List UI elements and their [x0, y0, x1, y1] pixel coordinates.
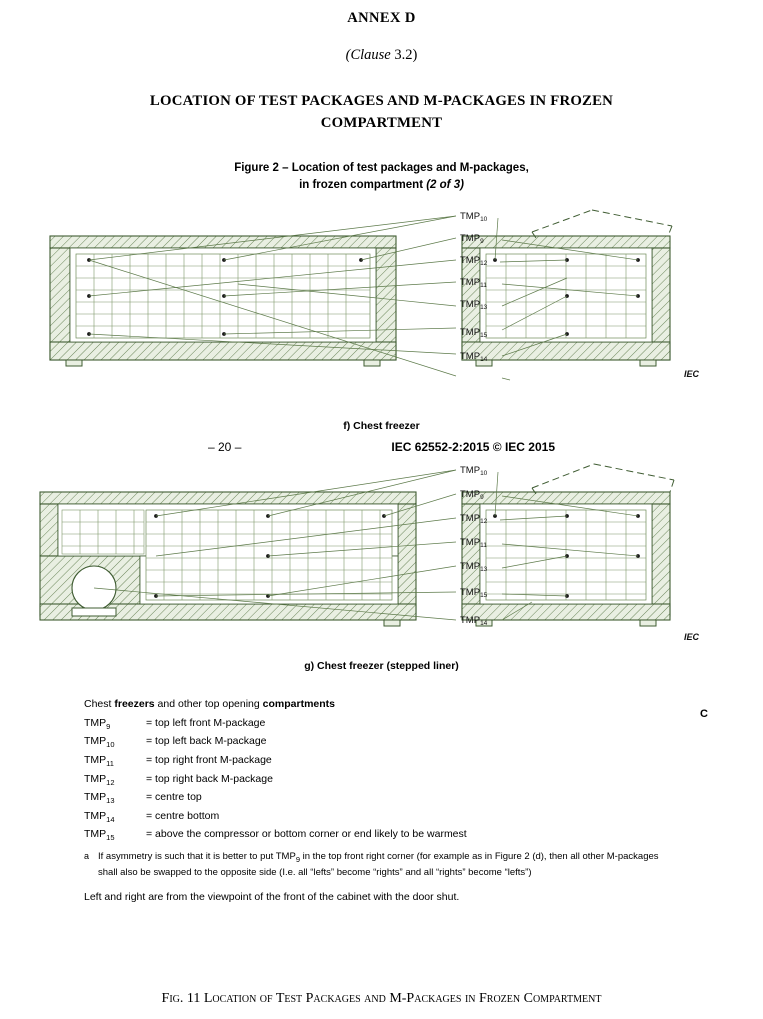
svg-text:TMP14: $TMP_{14}$: [459, 350, 487, 363]
svg-text:TMP12: $TMP_{12}$: [459, 512, 487, 525]
legend-closing-note: Left and right are from the viewpoint of the front of the cabinet with the door shut.: [84, 890, 460, 903]
legend-value: = top right front M-package: [146, 753, 272, 766]
list-item: [84, 717, 679, 731]
legend-key-sub: 15: [106, 833, 115, 843]
legend-value: = top left front M-package: [146, 716, 266, 729]
legend-key-base: TMP: [84, 753, 107, 766]
running-header-page-number: – 20 –: [208, 439, 242, 454]
diagram-chest-freezer-stepped-liner: [32, 462, 732, 662]
page-title: [62, 90, 701, 134]
legend-key-base: TMP: [84, 716, 107, 729]
legend-key: [84, 754, 146, 768]
running-header: [0, 440, 763, 454]
legend-lead-bold-1: freezers: [114, 697, 155, 710]
legend-key: [84, 810, 146, 824]
page-title-line-2: COMPARTMENT: [320, 115, 443, 132]
legend-key: [84, 791, 146, 805]
legend-value: = above the compressor or bottom corner or end likely to be warmest: [146, 828, 467, 841]
svg-text:TMP10: $TMP_{10}$: [459, 464, 487, 477]
figure-title-bottom-text: Fig. 11 Location of Test Packages and M-Packages in Frozen Compartment: [161, 991, 602, 1006]
document-page: [0, 10, 763, 1019]
footnote-text-part-2: in the top front right corner (for example as in Figure 2 (d), then all other M-packages shall also be swapped to the opposite side (I.e. all “lefts” become “rights” and all “rights” become “lefts”): [98, 851, 659, 879]
svg-text:TMP13: $TMP_{13}$: [459, 298, 487, 311]
footnote-subscript: 9: [295, 855, 300, 865]
legend-lead: [84, 698, 679, 710]
page-title-line-1: LOCATION OF TEST PACKAGES AND M-PACKAGES IN FROZEN: [149, 93, 614, 109]
svg-text:TMP13: $TMP_{13}$: [459, 560, 487, 573]
annex-title: ANNEX D: [347, 10, 416, 26]
svg-text:TMP11: $TMP_{11}$: [459, 536, 487, 549]
legend-key: [84, 735, 146, 749]
clause-number: 3.2: [394, 47, 413, 63]
footnote-text: [98, 850, 679, 880]
legend-value: = top right back M-package: [146, 772, 273, 785]
legend-key-sub: 14: [106, 814, 115, 824]
svg-text:TMP11: $TMP_{11}$: [459, 276, 487, 289]
legend-lead-plain-2: and other top opening: [154, 697, 263, 710]
list-item: [84, 828, 679, 842]
svg-text:TMP15: $TMP_{15}$: [459, 586, 487, 599]
legend-key-sub: 10: [106, 740, 115, 750]
legend-key-sub: 13: [106, 796, 115, 806]
svg-text:TMP12: $TMP_{12}$: [459, 254, 487, 267]
legend-lead-bold-2: compartments: [262, 697, 336, 710]
footnote: [84, 850, 679, 880]
diagram-chest-freezer: [32, 208, 732, 418]
legend-key-base: TMP: [84, 809, 107, 822]
clause-prefix: (Clause: [345, 47, 391, 63]
list-item: [84, 773, 679, 787]
list-item: [84, 735, 679, 749]
legend-lead-plain-1: Chest: [84, 697, 115, 710]
svg-text:TMP10: $TMP_{10}$: [459, 210, 487, 223]
legend-key: [84, 773, 146, 787]
footnote-text-part-1: If asymmetry is such that it is better to put TMP: [98, 851, 296, 863]
legend-value: = top left back M-package: [146, 735, 267, 748]
footnote-marker: a: [84, 851, 90, 862]
list-item: [84, 810, 679, 824]
figure-caption-bold: in frozen compartment: [299, 179, 427, 192]
legend-key-base: TMP: [84, 735, 107, 748]
svg-text:TMP15: $TMP_{15}$: [459, 326, 487, 339]
sub-caption-g: g) Chest freezer (stepped liner): [304, 659, 459, 672]
sub-caption-f: f) Chest freezer: [343, 419, 420, 432]
svg-text:TMP9: $TMP_9$: [459, 488, 484, 501]
legend-key-sub: 9: [106, 721, 111, 731]
legend-key-base: TMP: [84, 791, 107, 804]
legend-key-sub: 12: [106, 777, 115, 787]
legend-key-sub: 11: [106, 759, 114, 768]
figure-caption-italic: (2 of 3): [426, 179, 464, 192]
clause-suffix: ): [412, 47, 418, 63]
legend-key: [84, 828, 146, 842]
figure-caption-line-2: [0, 177, 763, 194]
legend-key-base: TMP: [84, 828, 107, 841]
legend-value: = centre bottom: [146, 809, 220, 822]
legend-key: [84, 717, 146, 731]
list-item: [84, 791, 679, 805]
svg-text:TMP14: $TMP_{14}$: [459, 614, 487, 627]
legend-value: = centre top: [146, 791, 202, 804]
svg-text:TMP9: $TMP_9$: [459, 232, 484, 245]
clause-reference: [0, 47, 763, 64]
list-item: [84, 754, 679, 768]
svg-text:IEC: IEC: [683, 368, 699, 379]
page-side-marker: C: [700, 708, 708, 720]
figure-caption-line-1: Figure 2 – Location of test packages and M-packages,: [234, 162, 529, 175]
figure-caption: [0, 160, 763, 193]
running-header-standard-ref: IEC 62552-2:2015 © IEC 2015: [391, 439, 555, 454]
legend: [84, 698, 679, 903]
figure-title-bottom: [0, 991, 763, 1007]
legend-key-base: TMP: [84, 772, 107, 785]
svg-text:IEC: IEC: [683, 631, 699, 642]
